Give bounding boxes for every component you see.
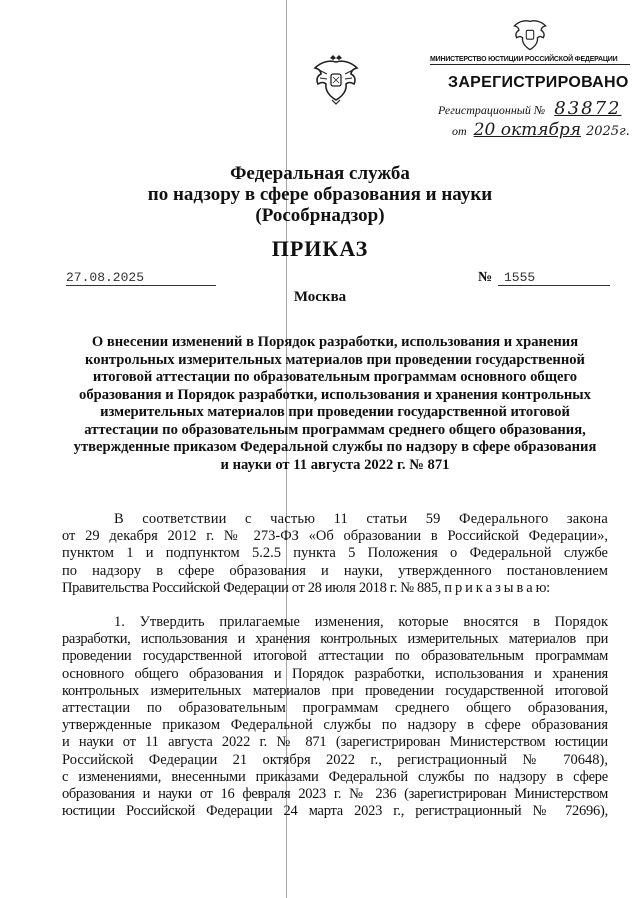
paragraph-line: контрольных измерительных материалов при проведении государственной итоговой (62, 682, 608, 699)
document-date: 27.08.2025 (66, 270, 216, 286)
agency-line-3: (Рособрнадзор) (255, 205, 385, 226)
paragraph-line: 1. Утвердить прилагаемые изменения, которые вносятся в Порядок (114, 614, 608, 630)
stamp-registered: ЗАРЕГИСТРИРОВАНО (448, 74, 629, 91)
paragraph-line: Российской Федерации 21 октября 2022 г., регистрационный № 70648), (62, 751, 608, 768)
paragraph-line: по надзору в сфере образования и науки, утвержденного постановлением (62, 562, 608, 579)
paragraph-line: утвержденные приказом Федеральной службы по надзору в сфере образования (62, 717, 608, 734)
paragraph-line: юстиции Российской Федерации 24 марта 2023 г., регистрационный № 72696), (62, 803, 608, 820)
agency-line-2: по надзору в сфере образования и науки (147, 184, 493, 205)
paragraph-line: пунктом 1 и подпунктом 5.2.5 пункта 5 Положения о Федеральной службе (62, 545, 608, 562)
city: Москва (293, 289, 347, 305)
heading-line: итоговой аттестации по образовательным программам основного общего (92, 369, 578, 385)
heading-line: образования и Порядок разработки, использования и хранения контрольных (79, 386, 591, 403)
heading-line: и науки от 11 августа 2022 г. № 871 (220, 456, 450, 473)
stamp-reg-label: Регистрационный № (438, 103, 546, 117)
agency-line-1: Федеральная служба (230, 163, 410, 184)
document-type: ПРИКАЗ (271, 236, 369, 261)
preamble-paragraph (62, 511, 608, 597)
stamp-reg-row (438, 98, 638, 119)
paragraph-line: образования и науки от 16 февраля 2023 г. № 236 (зарегистрирован Министерством (62, 786, 608, 803)
stamp-reg-number: 83872 (554, 98, 622, 119)
paragraph-line: и науки от 11 августа 2022 г. № 871 (зарегистрирован Министерством юстиции (62, 734, 608, 751)
paragraph-line: основного общего образования и Порядок разработки, использования и хранения (62, 665, 608, 682)
order-heading (62, 334, 608, 474)
stamp-date-prefix: от (452, 124, 467, 138)
heading-line: аттестации по образовательным программам среднего общего образования, (84, 421, 586, 438)
paragraph-line: проведении государственной итоговой аттестации по образовательным программам (62, 648, 608, 665)
registration-stamp (430, 40, 630, 142)
heading-line: О внесении изменений в Порядок разработки, использования и хранения (91, 334, 579, 350)
stamp-year: 2025г. (585, 124, 630, 139)
document-number: 1555 (498, 270, 610, 286)
stamp-emblem-icon (510, 14, 550, 54)
paragraph-line: В соответствии с частью 11 статьи 59 Федерального закона (114, 511, 608, 527)
clause-1-paragraph (62, 614, 608, 820)
stamp-ministry: МИНИСТЕРСТВО ЮСТИЦИИ РОССИЙСКОЙ ФЕДЕРАЦИИ (430, 56, 630, 65)
paragraph-line: разработки, использования и хранения контрольных измерительных материалов при (62, 631, 608, 648)
paragraph-line: Правительства Российской Федерации от 28 июля 2018 г. № 885, п р и к а з ы в а ю: (62, 579, 550, 596)
stamp-date-handwritten: 20 октября (473, 120, 581, 140)
coat-of-arms-icon (311, 52, 361, 106)
heading-line: утвержденные приказом Федеральной службы по надзору в сфере образования (73, 439, 597, 455)
paragraph-line: аттестации по образовательным программам среднего общего образования, (62, 700, 608, 717)
heading-line: контрольных измерительных материалов при проведении государственной (85, 351, 585, 368)
number-label: № (478, 270, 493, 285)
heading-line: измерительных материалов при проведении государственной итоговой (100, 404, 570, 420)
paragraph-line: с изменениями, внесенными приказами Федеральной службы по надзору в сфере (62, 768, 608, 785)
stamp-date-row (452, 120, 640, 140)
paragraph-line: от 29 декабря 2012 г. № 273-ФЗ «Об образовании в Российской Федерации», (62, 528, 608, 545)
